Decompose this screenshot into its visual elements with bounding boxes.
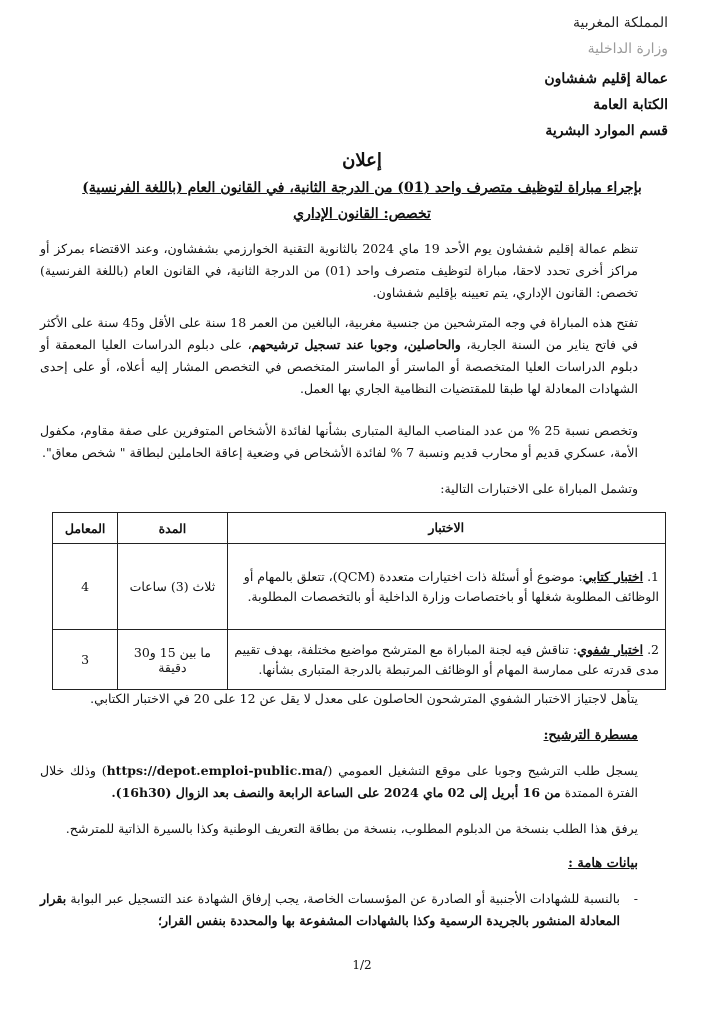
table-header-row — [53, 513, 666, 544]
table-row — [53, 544, 666, 630]
exam-cell — [227, 544, 665, 630]
ministry-header: وزارة الداخلية — [587, 41, 668, 57]
bullet-dash: - — [633, 891, 638, 906]
hr-division-header: قسم الموارد البشرية — [545, 123, 668, 139]
application-heading: مسطرة الترشيح: — [543, 728, 638, 743]
header-exam: الاختبار — [227, 513, 665, 544]
page-number: 1/2 — [352, 958, 372, 972]
exam-duration: ما بين 15 و30 دقيقة — [118, 630, 227, 690]
list-item — [40, 888, 638, 932]
application-url-link[interactable]: https://depot.emploi-public.ma/ — [106, 763, 328, 778]
intro-paragraph: تنظم عمالة إقليم شفشاون يوم الأحد 19 ماي 2024 بالثانوية التقنية الخوارزمي بشفشاون، وعند الاقتضاء بمركز أو مراكز أخرى تحدد لاحقا، مباراة لتوظيف متصرف واحد (01) من الدرجة الثانية، في القانون العام (باللغة الفرنسية) تخصص: القانون الإداري، يتم تعيينه بإقليم شفشاون. — [40, 241, 638, 300]
application-text-b: ) وذلك خلال الفترة الممتدة — [40, 763, 638, 800]
exams-intro: وتشمل المباراة على الاختبارات التالية: — [440, 481, 638, 496]
bullet-text-a: بالنسبة للشهادات الأجنبية أو الصادرة عن المؤسسات الخاصة، يجب إرفاق الشهادة عند التسجيل عبر البوابة — [66, 891, 620, 906]
announcement-subtitle: بإجراء مباراة لتوظيف متصرف واحد (01) من الدرجة الثانية، في القانون العام (باللغة الفرنسية) — [82, 180, 642, 196]
bullet-text-b: بقرار المعادلة المنشور بالجريدة الرسمية وكذا بالشهادات المشفوعة بها والمحددة بنفس القرار؛ — [40, 891, 620, 928]
header-duration: المدة — [118, 513, 227, 544]
eligibility-text-b: والحاصلين، وجوبا عند تسجيل ترشيحهم — [251, 337, 461, 352]
important-heading: بيانات هامة : — [568, 856, 638, 871]
eligibility-text-a: تفتح هذه المباراة في وجه المترشحين من جنسية مغربية، البالغين من العمر 18 سنة على الأقل و45 سنة على الأكثر في فاتح يناير من السنة الجارية، — [40, 315, 639, 352]
exam-name: اختبار كتابي — [582, 568, 644, 584]
province-header: عمالة إقليم شفشاون — [544, 71, 668, 87]
exam-coefficient: 4 — [53, 544, 118, 630]
attachments-paragraph: يرفق هذا الطلب بنسخة من الدبلوم المطلوب، بنسخة من بطاقة التعريف الوطنية وكذا بالسيرة الذاتية للمترشح. — [65, 821, 638, 836]
exam-cell — [227, 630, 665, 690]
header-coefficient: المعامل — [53, 513, 118, 544]
exam-duration: ثلاث (3) ساعات — [118, 544, 227, 630]
exam-coefficient: 3 — [53, 630, 118, 690]
exam-name: اختبار شفوي — [577, 641, 644, 657]
specialty-heading: تخصص: القانون الإداري — [293, 206, 431, 222]
exam-description: : تناقش فيه لجنة المباراة مع المترشح مواضيع مختلفة، بهدف تقييم مدى قدرته على ممارسة المهام أو الوظائف المرتبطة بالدرجة المتبارى بشأنها. — [234, 641, 659, 677]
exams-table — [52, 512, 666, 690]
application-period: من 16 أبريل إلى 02 ماي 2024 على الساعة الرابعة والنصف بعد الزوال (16h30). — [111, 785, 561, 800]
oral-qualification-note: يتأهل لاجتياز الاختبار الشفوي المترشحون الحاصلون على معدل لا يقل عن 12 على 20 في الاختبار الكتابي. — [90, 691, 638, 706]
page-title: إعلان — [342, 150, 382, 171]
kingdom-header: المملكة المغربية — [572, 15, 668, 31]
application-paragraph — [40, 760, 638, 804]
exam-description: : موضوع أو أسئلة ذات اختيارات متعددة (QCM)، تتعلق بالمهام أو الوظائف المطلوبة شغلها أو باختصاصات وزارة الداخلية أو بالتخصصات المطلوبة. — [243, 568, 659, 604]
exam-number: 1. — [647, 568, 659, 584]
table-row — [53, 630, 666, 690]
application-text-a: يسجل طلب الترشيح وجوبا على موقع التشغيل العمومي ( — [327, 763, 638, 778]
eligibility-paragraph — [40, 312, 638, 400]
eligibility-text-c: ، على دبلوم الدراسات العليا المعمقة أو دبلوم الدراسات العليا المتخصصة أو الماستر أو الماستر المتخصص في التخصص المشار إليه أعلاه، أو على إحدى الشهادات المعادلة لها طبقا للمقتضيات النظامية الجاري بها العمل. — [40, 337, 638, 396]
exam-number: 2. — [647, 641, 659, 657]
secretariat-header: الكتابة العامة — [593, 97, 668, 113]
quota-paragraph: وتخصص نسبة 25 % من عدد المناصب المالية المتبارى بشأنها لفائدة الأشخاص المتوفرين على صفة مقاوم، مكفول الأمة، عسكري قديم أو محارب قديم ونسبة 7 % لفائدة الأشخاص في وضعية إعاقة الحاملين لبطاقة " شخص معاق". — [40, 423, 638, 460]
